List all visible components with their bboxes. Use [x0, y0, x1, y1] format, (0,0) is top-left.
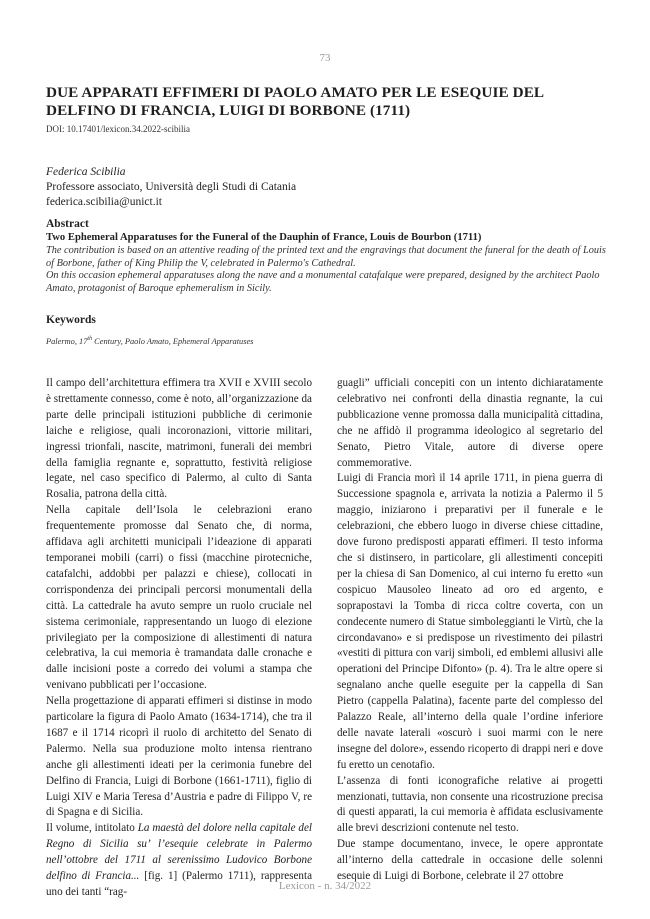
body-column-left	[46, 376, 312, 901]
abstract-text: On this occasion ephemeral apparatuses along the nave and a monumental catafalque were prepared, designed by the architect Paolo Amato, protagonist of Baroque ephemeralism in Sicily.	[46, 270, 600, 294]
abstract-text: The contribution is based on an attentive reading of the printed text and the engravings that document the funeral for the death of Louis of Borbone, father of King Philip the V, celebrated in Palermo's Cathedral.	[46, 245, 606, 269]
article-title: DUE APPARATI EFFIMERI DI PAOLO AMATO PER LE ESEQUIE DEL DELFINO DI FRANCIA, LUIGI DI BORBONE (1711)	[46, 84, 544, 119]
body-text: Il volume, intitolato	[46, 822, 138, 835]
body-paragraph: Due stampe documentano, invece, le opere approntate all’interno della cattedrale in occasione delle solenni esequie di Luigi di Borbone, celebrate il 27 ottobre	[337, 838, 603, 883]
page-number: 73	[319, 52, 331, 64]
abstract-heading: Abstract	[46, 218, 89, 230]
body-paragraph: Nella progettazione di apparati effimeri si distinse in modo particolare la figura di Paolo Amato (1634-1714), che tra il 1687 e il 1714 ricoprì il ruolo di architetto del Senato di Palermo. Nella sua produzione molto intensa rientrano anche gli allestimenti ideati per la cerimonia funebre del Delfino di Francia, Luigi di Borbone (1661-1711), figlio di Luigi XIV e Maria Teresa d’Austria e padre di Filippo V, re di Spagna e di Sicilia.	[46, 695, 312, 819]
body-paragraph: guagli” ufficiali concepiti con un intento dichiaratamente celebrativo nei confronti della dinastia regnante, la cui pubblicazione venne promossa dalla municipalità cittadina, che ne affidò il programma ideologico al segretario del Senato, Pietro Vitale, autore di diverse opere commemorative.	[337, 377, 603, 469]
doi: DOI: 10.17401/lexicon.34.2022-scibilia	[46, 124, 190, 134]
body-paragraph: L’assenza di fonti iconografiche relative ai progetti menzionati, tuttavia, non consente una ricostruzione precisa di questi apparati, la cui memoria è affidata esclusivamente alle brevi descrizioni contenute nel testo.	[337, 774, 603, 835]
page-footer: Lexicon - n. 34/2022	[278, 880, 372, 892]
author-block	[46, 165, 296, 210]
keywords-list	[46, 337, 253, 346]
author-affiliation: Professore associato, Università degli Studi di Catania	[46, 181, 297, 193]
book-title: La maestà del dolore nella capitale del Regno di Sicilia su’ l’esequie celebrate in Palermo nell’ottobre del 1711 al serenissimo Ludovico Borbone delfino di Francia...	[46, 822, 312, 883]
author-email[interactable]: federica.scibilia@unict.it	[46, 196, 162, 208]
keywords-heading: Keywords	[46, 314, 96, 326]
keywords-text-part: Palermo, 17	[46, 337, 88, 346]
body-paragraph: Luigi di Francia morì il 14 aprile 1711, in piena guerra di Successione spagnola e, arrivata la notizia a Palermo il 5 maggio, iniziarono i preparativi per il funerale e le celebrazioni, che ebbero luogo in diverse chiese cittadine, dove furono predisposti apparati effimeri. Il testo informa che si distinsero, in particolare, gli allestimenti concepiti per la chiesa di San Domenico, al cui interno fu eretto «un cospicuo Mausoleo lineato ad oro ed argento, e soprapostavi la Tomba di ricca coltre coverta, con un condecente numero di Statue simboleggianti le Virtù, che la circondavano» e si predispose un rivestimento dei pilastri «vestiti di pittura con varij simboli, ed emblemi allusivi alle operationi del Principe Difonto» (p. 4). Tra le altre opere si segnalano anche quelle eseguite per la cappella di San Pietro (cappella Palatina), facente parte del complesso del Palazzo Reale, all’interno della quale l’ordine inferiore delle navate laterali «oscurò i suoi marmi con le nere insegne del dolore», essendo ricoperto di drappi neri e dove fu eretto un cenotafio.	[337, 472, 603, 771]
body-paragraph: Nella capitale dell’Isola le celebrazioni erano frequentemente promosse dal Senato che, di norma, affidava agli architetti municipali l’ideazione di apparati temporanei mobili (carri) o fissi (macchine pirotecniche, catafalchi, addobbi per palazzi e chiese), collocati in corrispondenza dei principali percorsi monumentali della città. La cattedrale ha avuto sempre un ruolo cruciale nel sistema cerimoniale, rappresentando un luogo di elezione privilegiato per la composizione di allestimenti di natura celebrativa, la cui memoria è tramandata dalle cronache e dalle incisioni poste a corredo dei volumi a stampa che venivano pubblicati per l’occasione.	[46, 504, 312, 692]
keywords-section	[46, 314, 612, 327]
abstract-subtitle: Two Ephemeral Apparatuses for the Funeral of the Dauphin of France, Louis de Bourbon (1711)	[46, 232, 482, 243]
keywords-superscript: th	[87, 336, 93, 343]
body-paragraph: Il campo dell’architettura effimera tra XVII e XVIII secolo è strettamente connesso, come è noto, all’organizzazione da parte delle principali istituzioni pubbliche di cerimonie laiche e religiose, quali incoronazioni, vittorie militari, ingressi trionfali, nascite, matrimoni, funerali dei membri della famiglia regnante e, soprattutto, festività religiose legate, nel caso specifico di Palermo, al culto di Santa Rosalia, patrona della città.	[46, 377, 312, 501]
abstract-section	[46, 218, 612, 295]
keywords-text-part: Century, Paolo Amato, Ephemeral Apparatuses	[92, 337, 254, 346]
author-name: Federica Scibilia	[46, 166, 126, 178]
body-column-right	[337, 376, 603, 885]
body-text: [fig. 1] (Palermo 1711), rappresenta uno dei tanti “rag-	[46, 870, 312, 898]
